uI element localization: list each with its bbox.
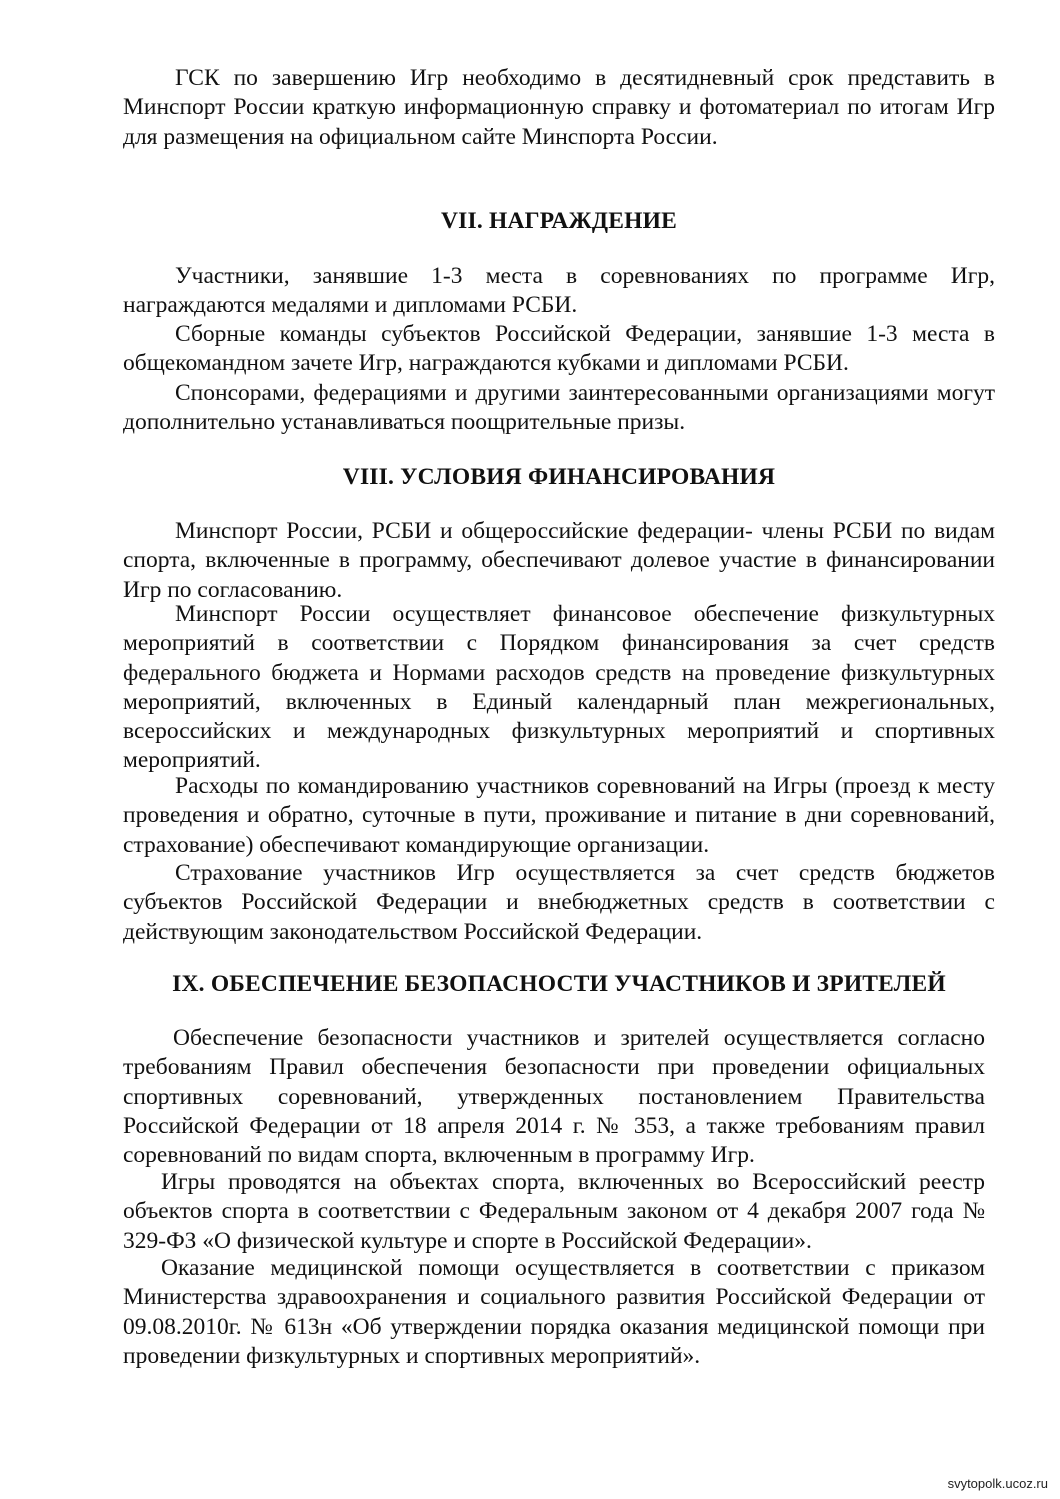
- section-7-paragraph-1: Участники, занявшие 1-3 места в соревнованиях по программе Игр, награждаются медалями и дипломами РСБИ.: [123, 263, 995, 319]
- section-7-paragraph-2: Сборные команды субъектов Российской Федерации, занявшие 1-3 места в общекомандном зачете Игр, награждаются кубками и дипломами РСБИ.: [123, 321, 995, 377]
- section-8-paragraph-2: Минспорт России осуществляет финансовое обеспечение физкультурных мероприятий в соответствии с Порядком финансирования за счет средств федерального бюджета и Нормами расходов средств на проведение физкультурных мероприятий, включенных в Единый календарный план межрегиональных, всероссийских и международных физкультурных мероприятий и спортивных мероприятий.: [123, 601, 995, 774]
- section-7-heading: VII. НАГРАЖДЕНИЕ: [440, 208, 678, 234]
- intro-paragraph-1: ГСК по завершению Игр необходимо в десятидневный срок представить в Минспорт России краткую информационную справку и фотоматериал по итогам Игр для размещения на официальном сайте Минспорта России.: [123, 65, 995, 150]
- section-7-paragraph-3: Спонсорами, федерациями и другими заинтересованными организациями могут дополнительно устанавливаться поощрительные призы.: [123, 380, 995, 436]
- site-watermark: svytopolk.ucoz.ru: [947, 1476, 1048, 1491]
- section-9-heading: IX. ОБЕСПЕЧЕНИЕ БЕЗОПАСНОСТИ УЧАСТНИКОВ И ЗРИТЕЛЕЙ: [172, 971, 946, 997]
- section-8-heading: VIII. УСЛОВИЯ ФИНАНСИРОВАНИЯ: [342, 464, 776, 490]
- section-9-paragraph-3: Оказание медицинской помощи осуществляется в соответствии с приказом Министерства здравоохранения и социального развития Российской Федерации от 09.08.2010г. № 613н «Об утверждении порядка оказания медицинской помощи при проведении физкультурных и спортивных мероприятий».: [123, 1255, 985, 1369]
- section-8-paragraph-1: Минспорт России, РСБИ и общероссийские федерации- члены РСБИ по видам спорта, включенные в программу, обеспечивают долевое участие в финансировании Игр по согласованию.: [123, 518, 995, 603]
- section-9-paragraph-1: Обеспечение безопасности участников и зрителей осуществляется согласно требованиям Правил обеспечения безопасности при проведении официальных спортивных соревнований, утвержденных постановлением Правительства Российской Федерации от 18 апреля 2014 г. № 353, а также требованиям правил соревнований по видам спорта, включенным в программу Игр.: [123, 1025, 985, 1169]
- section-8-paragraph-4: Страхование участников Игр осуществляется за счет средств бюджетов субъектов Российской Федерации и внебюджетных средств в соответствии с действующим законодательством Российской Федерации.: [123, 860, 995, 945]
- section-9-paragraph-2: Игры проводятся на объектах спорта, включенных во Всероссийский реестр объектов спорта в соответствии с Федеральным законом от 4 декабря 2007 года № 329-ФЗ «О физической культуре и спорте в Российской Федерации».: [123, 1169, 985, 1254]
- section-8-paragraph-3: Расходы по командированию участников соревнований на Игры (проезд к месту проведения и обратно, суточные в пути, проживание и питание в дни соревнований, страхование) обеспечивают командирующие организации.: [123, 773, 995, 858]
